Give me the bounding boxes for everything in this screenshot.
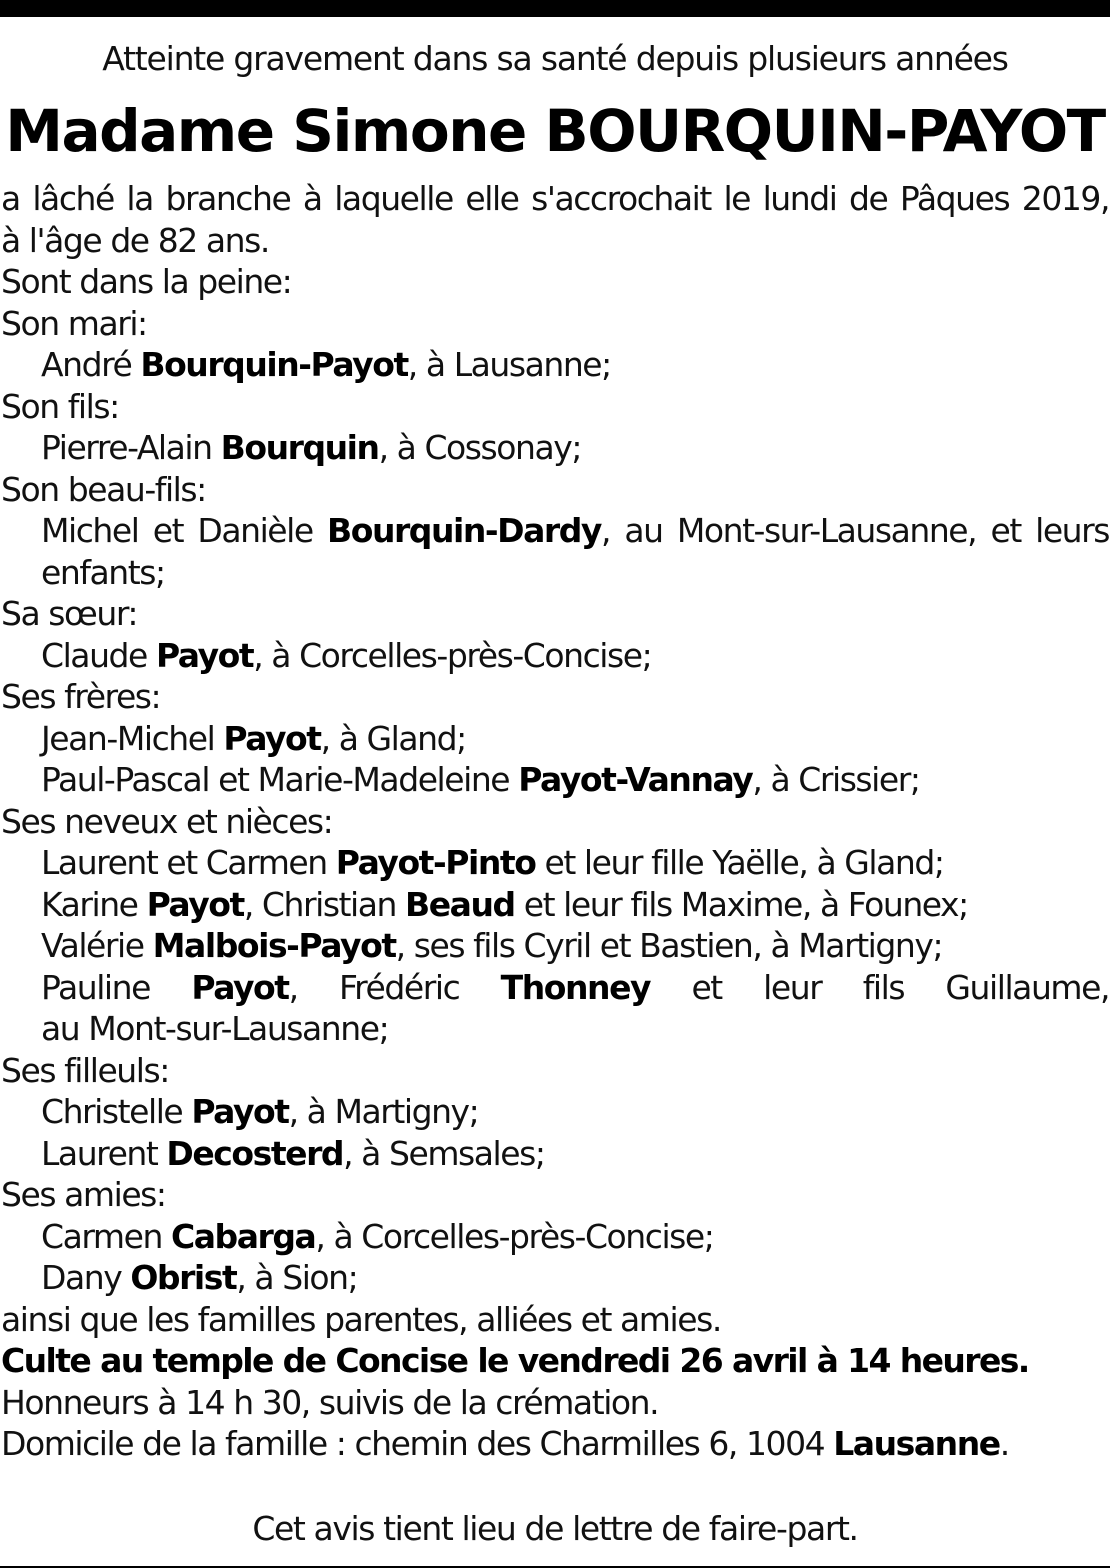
husband-entry: André Bourquin-Payot, à Lausanne; — [41, 345, 611, 384]
godchild-entry: Christelle Payot, à Martigny; — [41, 1092, 479, 1131]
friend-entry: Carmen Cabarga, à Corcelles-près-Concise; — [41, 1216, 714, 1256]
nephew-entry: Karine Payot, Christian Beaud et leur fils Maxime, à Founex; — [41, 884, 968, 924]
stepson-label: Son beau-fils: — [1, 469, 206, 509]
friends-label: Ses amies: — [1, 1175, 166, 1214]
sister-entry: Claude Payot, à Corcelles-près-Concise; — [41, 635, 652, 675]
address-line: Domicile de la famille : chemin des Charmilles 6, 1004 Lausanne. — [1, 1424, 1009, 1463]
nephew-entry: Pauline Payot, Frédéric Thonney et leur fils Guillaume, — [41, 967, 1110, 1007]
sister-label: Sa sœur: — [1, 594, 138, 633]
intro-line: Atteinte gravement dans sa santé depuis plusieurs années — [102, 39, 1008, 78]
nephew-entry: Valérie Malbois-Payot, ses fils Cyril et Bastien, à Martigny; — [41, 926, 943, 965]
announcement-line: a lâché la branche à laquelle elle s'accrochait le lundi de Pâques 2019, — [1, 179, 1109, 218]
son-label: Son fils: — [1, 386, 119, 426]
top-rule — [0, 0, 1110, 17]
nephew-entry-cont: au Mont-sur-Lausanne; — [41, 1009, 389, 1048]
brothers-label: Ses frères: — [1, 677, 161, 716]
stepson-entry-cont: enfants; — [41, 552, 165, 592]
godchildren-label: Ses filleuls: — [1, 1050, 169, 1090]
brother-entry: Jean-Michel Payot, à Gland; — [41, 718, 466, 758]
deceased-name: Madame Simone BOURQUIN-PAYOT — [5, 97, 1105, 165]
announcement-age: à l'âge de 82 ans. — [1, 220, 269, 260]
footer-note: Cet avis tient lieu de lettre de faire-part. — [252, 1509, 858, 1548]
mourning-heading: Sont dans la peine: — [1, 262, 292, 301]
nephews-label: Ses neveux et nièces: — [1, 801, 333, 841]
friend-entry: Dany Obrist, à Sion; — [41, 1258, 358, 1297]
godchild-entry: Laurent Decosterd, à Semsales; — [41, 1133, 545, 1173]
notice-body — [1, 178, 1109, 1465]
husband-label: Son mari: — [1, 303, 147, 343]
ceremony-line: Culte au temple de Concise le vendredi 26 avril à 14 heures. — [1, 1341, 1029, 1380]
nephew-entry: Laurent et Carmen Payot-Pinto et leur fille Yaëlle, à Gland; — [41, 843, 944, 882]
brother-entry: Paul-Pascal et Marie-Madeleine Payot-Vannay, à Crissier; — [41, 760, 920, 799]
closing-line: ainsi que les familles parentes, alliées et amies. — [1, 1299, 721, 1339]
honours-line: Honneurs à 14 h 30, suivis de la crémation. — [1, 1382, 659, 1422]
son-entry: Pierre-Alain Bourquin, à Cossonay; — [41, 428, 582, 467]
stepson-entry: Michel et Danièle Bourquin-Dardy, au Mont-sur-Lausanne, et leurs — [41, 511, 1110, 550]
